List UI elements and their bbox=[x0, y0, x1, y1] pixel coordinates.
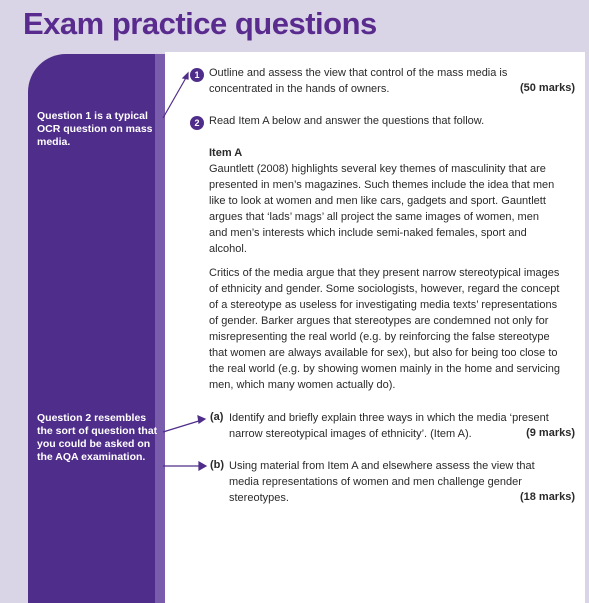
item-a-para2-line: Critics of the media argue that they present narrow stereotypical images bbox=[209, 267, 560, 279]
note-question-1: Question 1 is a typical OCR question on mass media. bbox=[37, 110, 153, 148]
item-a-para2-line: of a stereotype as useless for investigating media texts’ representations bbox=[209, 299, 558, 311]
q2-intro: Read Item A below and answer the questions that follow. bbox=[209, 115, 485, 127]
arrowhead-q2b bbox=[199, 462, 206, 470]
arrowhead-q1 bbox=[183, 73, 188, 79]
part-a-line-2: narrow stereotypical images of ethnicity’. (Item A). bbox=[229, 428, 472, 440]
item-a-para1-line: like to look at women and men like cars, gadgets and sport. Gauntlett bbox=[209, 195, 546, 207]
item-a-para1-line: alcohol. bbox=[209, 243, 247, 255]
item-a-para2-line: misrepresenting the real world (e.g. by reinforcing the false stereotype bbox=[209, 331, 550, 343]
part-a-label: (a) bbox=[210, 411, 224, 423]
part-b-label: (b) bbox=[210, 459, 225, 471]
item-a-para1-line: presented in men’s magazines. Such themes include the idea that men bbox=[209, 179, 555, 191]
arrow-q1 bbox=[163, 76, 187, 118]
part-b-line-2: media representations of women and men challenge gender bbox=[229, 476, 522, 488]
q1-line-2: concentrated in the hands of owners. bbox=[209, 83, 390, 95]
item-a-para1-line: Gauntlett (2008) highlights several key themes of masculinity that are bbox=[209, 163, 546, 175]
part-b-line-1: Using material from Item A and elsewhere assess the view that bbox=[229, 460, 535, 472]
arrowhead-q2a bbox=[198, 416, 205, 423]
item-a-title: Item A bbox=[209, 147, 243, 159]
page-title: Exam practice questions bbox=[23, 6, 377, 41]
item-a-para1-line: and men’s interests which include semi-naked females, sport and bbox=[209, 227, 527, 239]
arrow-q2a bbox=[163, 420, 202, 432]
q1-line-1: Outline and assess the view that control of the mass media is bbox=[209, 67, 508, 79]
note-question-2: Question 2 resembles the sort of question that you could be asked on the AQA examination. bbox=[37, 412, 158, 463]
question-1-number: 1 bbox=[190, 68, 204, 82]
part-a-marks: (9 marks) bbox=[526, 427, 575, 439]
q1-marks: (50 marks) bbox=[519, 82, 575, 94]
item-a-para2-line: of ethnicity and gender. Some sociologists, however, regard the concept bbox=[209, 283, 560, 295]
item-a-para2-line: that women are always available for sex), but also for being too close to bbox=[209, 347, 558, 359]
item-a-para2-line: men, which many women actually do). bbox=[209, 379, 396, 391]
item-a-para1-line: argues that ‘lads’ mags’ all project the same images of women, men bbox=[209, 211, 539, 223]
question-2-number: 2 bbox=[190, 116, 204, 130]
part-b-marks: (18 marks) bbox=[519, 491, 575, 503]
item-a-para2-line: the real world (e.g. by showing women mainly in the home and servicing bbox=[209, 363, 560, 375]
part-a-line-1: Identify and briefly explain three ways in which the media ‘present bbox=[229, 412, 549, 424]
part-b-line-3: stereotypes. bbox=[229, 492, 289, 504]
item-a-para2-line: of gender. Barker argues that stereotypes are condemned not only for bbox=[209, 315, 549, 327]
